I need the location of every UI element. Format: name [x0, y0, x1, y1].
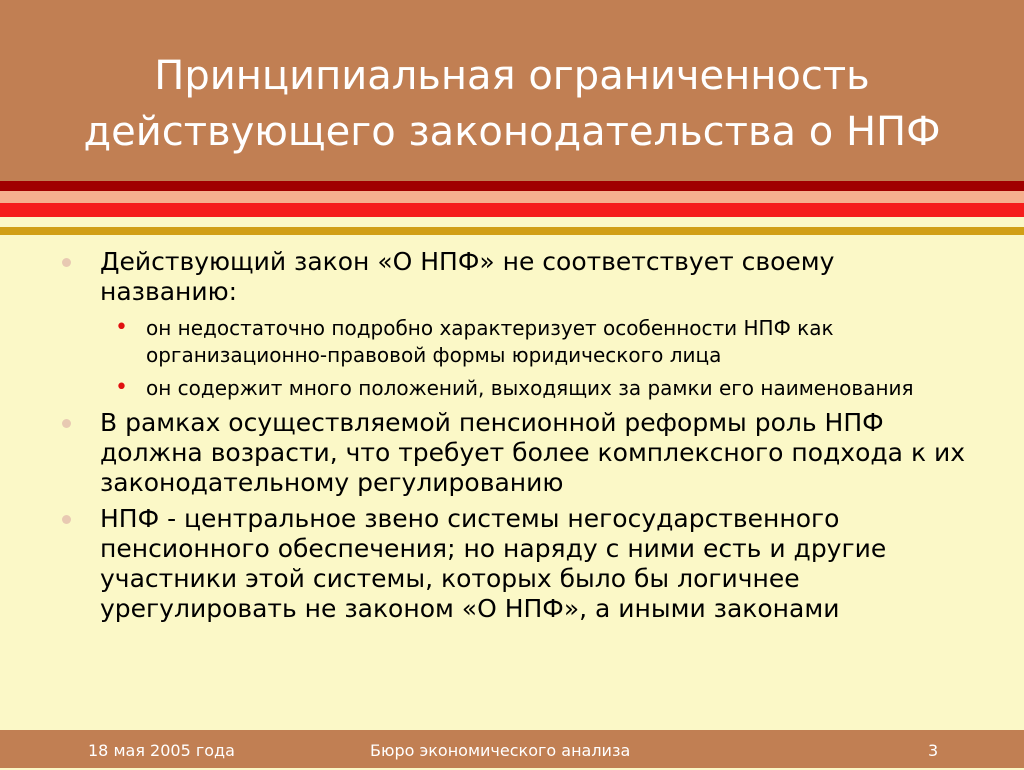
bullet-text: В рамках осуществляемой пенсионной реформы роль НПФ должна возрасти, что требует более комплексного подхода к их законодательному регулированию	[100, 408, 966, 497]
divider-stripe-dark-red	[0, 181, 1024, 191]
bullet-list	[60, 247, 970, 630]
bullet-item-2	[60, 408, 970, 498]
bullet-dot-icon	[62, 258, 71, 267]
footer-organization: Бюро экономического анализа	[370, 741, 631, 760]
divider-stripe-gold	[0, 227, 1024, 235]
slide-title-line-1: Принципиальная ограниченность	[154, 53, 870, 99]
bullet-item-1	[60, 247, 970, 402]
sub-bullet-text: он содержит много положений, выходящих за рамки его наименования	[146, 376, 914, 400]
slide-footer	[0, 730, 1024, 768]
bullet-item-3	[60, 504, 970, 624]
bullet-text: НПФ - центральное звено системы негосударственного пенсионного обеспечения; но наряду с ними есть и другие участники этой системы, которых было бы логичнее урегулировать не законом «О НПФ», а иными законами	[100, 504, 887, 623]
sub-bullet-text: он недостаточно подробно характеризует особенности НПФ как организационно-правовой формы юридического лица	[146, 316, 834, 367]
sub-bullet-item-2	[115, 375, 970, 402]
sub-bullet-dot-icon: •	[115, 315, 128, 340]
divider-stripe-red	[0, 203, 1024, 217]
bullet-text: Действующий закон «О НПФ» не соответствует своему названию:	[100, 247, 835, 306]
divider-stripe-peach	[0, 191, 1024, 203]
slide-title	[0, 48, 1024, 160]
slide-header	[0, 0, 1024, 181]
sub-bullet-item-1	[115, 315, 970, 369]
bullet-dot-icon	[62, 419, 71, 428]
footer-page-number: 3	[928, 741, 939, 760]
sub-bullet-list	[100, 315, 970, 402]
footer-date: 18 мая 2005 года	[88, 741, 235, 760]
slide-content	[0, 235, 1024, 730]
divider-stripe-cream	[0, 217, 1024, 227]
slide-title-line-2: действующего законодательства о НПФ	[83, 109, 941, 155]
bullet-dot-icon	[62, 515, 71, 524]
sub-bullet-dot-icon: •	[115, 375, 128, 400]
